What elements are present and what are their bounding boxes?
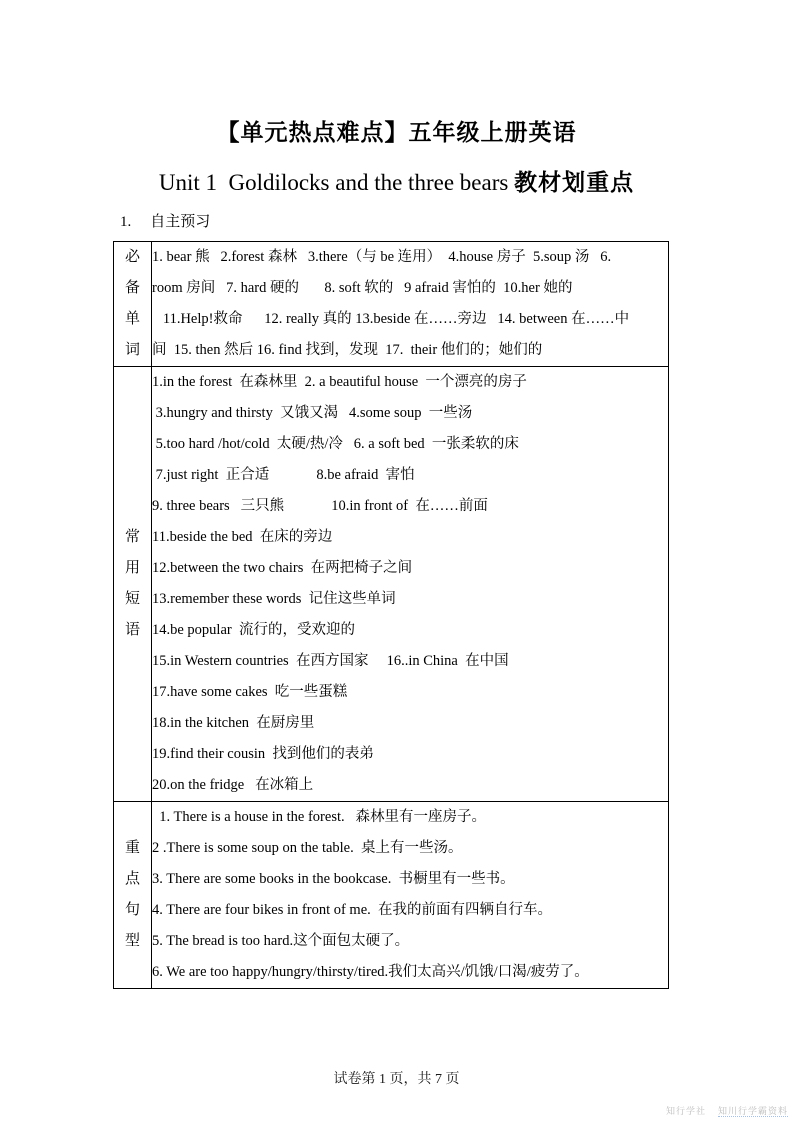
header-char: 重 bbox=[124, 840, 140, 856]
section-label: 自主预习 bbox=[150, 214, 211, 230]
header-char: 单 bbox=[124, 311, 140, 327]
content-line: 7.just right 正合适 8.be afraid 害怕 bbox=[152, 467, 415, 483]
row-header-phrases bbox=[114, 367, 152, 802]
content-line: 12.between the two chairs 在两把椅子之间 bbox=[152, 560, 413, 576]
subtitle-english: Unit 1 Goldilocks and the three bears bbox=[158, 170, 515, 195]
header-char: 常 bbox=[124, 529, 140, 545]
table-row-vocabulary bbox=[114, 242, 669, 367]
content-line: 间 15. then 然后 16. find 找到，发现 17. their 他们的；她们的 bbox=[152, 342, 543, 358]
content-line: 3.hungry and thirsty 又饿又渴 4.some soup 一些汤 bbox=[152, 405, 473, 421]
content-line: 5. The bread is too hard.这个面包太硬了。 bbox=[152, 933, 410, 949]
subtitle-chinese: 教材划重点 bbox=[514, 170, 635, 195]
content-line: 1.in the forest 在森林里 2. a beautiful house 一个漂亮的房子 bbox=[152, 374, 527, 390]
watermark-left: 知行学社 bbox=[665, 1106, 706, 1116]
content-line: 13.remember these words 记住这些单词 bbox=[152, 591, 396, 607]
content-line: 11.beside the bed 在床的旁边 bbox=[152, 529, 333, 545]
content-line: 14.be popular 流行的，受欢迎的 bbox=[152, 622, 355, 638]
watermark bbox=[666, 1104, 788, 1117]
content-line: 15.in Western countries 在西方国家 16..in China 在中国 bbox=[152, 653, 509, 669]
content-line: 4. There are four bikes in front of me. 在我的前面有四辆自行车。 bbox=[152, 902, 553, 918]
content-line: 1. bear 熊 2.forest 森林 3.there（与 be 连用） 4.house 房子 5.soup 汤 6. bbox=[152, 249, 612, 265]
header-char: 型 bbox=[124, 933, 140, 949]
header-char: 句 bbox=[124, 902, 140, 918]
watermark-right: 知川行学霸资料 bbox=[717, 1106, 788, 1116]
content-line: 19.find their cousin 找到他们的表弟 bbox=[152, 746, 374, 762]
row-content-vocabulary bbox=[152, 242, 669, 367]
content-line: room 房间 7. hard 硬的 8. soft 软的 9 afraid 害怕的 10.her 她的 bbox=[152, 280, 573, 296]
content-line: 2 .There is some soup on the table. 桌上有一些汤。 bbox=[152, 840, 463, 856]
page-subtitle bbox=[0, 168, 793, 198]
header-char: 语 bbox=[124, 622, 140, 638]
study-notes-table bbox=[113, 241, 669, 989]
row-content-sentences bbox=[152, 802, 669, 989]
content-line: 1. There is a house in the forest. 森林里有一座房子。 bbox=[152, 809, 486, 825]
content-line: 11.Help!救命 12. really 真的 13.beside 在……旁边 14. between 在……中 bbox=[152, 311, 630, 327]
header-char: 点 bbox=[124, 871, 140, 887]
header-char: 用 bbox=[124, 560, 140, 576]
content-line: 5.too hard /hot/cold 太硬/热/冷 6. a soft bed 一张柔软的床 bbox=[152, 436, 519, 452]
row-header-sentences bbox=[114, 802, 152, 989]
content-line: 3. There are some books in the bookcase. 书橱里有一些书。 bbox=[152, 871, 515, 887]
row-header-vocabulary bbox=[114, 242, 152, 367]
content-line: 17.have some cakes 吃一些蛋糕 bbox=[152, 684, 348, 700]
content-line: 9. three bears 三只熊 10.in front of 在……前面 bbox=[152, 498, 488, 514]
header-char: 词 bbox=[124, 342, 140, 358]
content-line: 6. We are too happy/hungry/thirsty/tired.我们太高兴/饥饿/口渴/疲劳了。 bbox=[152, 964, 589, 980]
page-number-footer: 试卷第 1 页，共 7 页 bbox=[333, 1072, 460, 1087]
row-content-phrases bbox=[152, 367, 669, 802]
header-char: 备 bbox=[124, 280, 140, 296]
section-number: 1. bbox=[120, 214, 132, 230]
section-heading bbox=[120, 212, 793, 232]
page-title: 【单元热点难点】五年级上册英语 bbox=[216, 120, 577, 145]
table-row-sentences bbox=[114, 802, 669, 989]
header-char: 必 bbox=[124, 249, 140, 265]
table-row-phrases bbox=[114, 367, 669, 802]
header-char: 短 bbox=[124, 591, 140, 607]
content-line: 20.on the fridge 在冰箱上 bbox=[152, 777, 314, 793]
content-line: 18.in the kitchen 在厨房里 bbox=[152, 715, 315, 731]
